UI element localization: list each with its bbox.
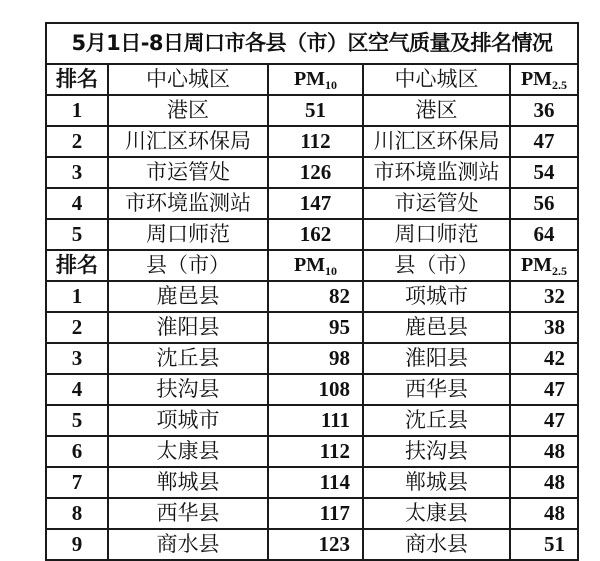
header-area-pm10: 中心城区: [108, 64, 268, 95]
pm25-station-cell: 商水县: [363, 529, 510, 560]
pm10-station-cell: 扶沟县: [108, 374, 268, 405]
header-rank: 排名: [46, 250, 108, 281]
pm25-value-cell: 47: [510, 405, 578, 436]
header-rank: 排名: [46, 64, 108, 95]
table-row: [46, 312, 578, 343]
table-row: [46, 436, 578, 467]
urban-header-row: [46, 64, 578, 95]
pm10-station-cell: 太康县: [108, 436, 268, 467]
pm25-value-cell: 36: [510, 95, 578, 126]
table-row: [46, 374, 578, 405]
table-row: [46, 126, 578, 157]
rank-cell: 2: [46, 126, 108, 157]
pm10-station-cell: 周口师范: [108, 219, 268, 250]
table-row: [46, 219, 578, 250]
rank-cell: 9: [46, 529, 108, 560]
pm10-value-cell: 114: [268, 467, 363, 498]
header-pm10: $PM_{10}$: [268, 64, 363, 95]
table-row: [46, 188, 578, 219]
pm25-value-cell: 48: [510, 436, 578, 467]
pm10-value-cell: 162: [268, 219, 363, 250]
pm25-value-cell: 38: [510, 312, 578, 343]
title-row: [46, 23, 578, 64]
pm10-station-cell: 项城市: [108, 405, 268, 436]
table-title: 5月1日-8日周口市各县（市）区空气质量及排名情况: [46, 23, 578, 64]
pm10-station-cell: 鹿邑县: [108, 281, 268, 312]
header-area-pm25: 中心城区: [363, 64, 510, 95]
pm10-station-cell: 港区: [108, 95, 268, 126]
pm25-station-cell: 周口师范: [363, 219, 510, 250]
rank-cell: 4: [46, 188, 108, 219]
pm25-value-cell: 54: [510, 157, 578, 188]
pm25-value-cell: 42: [510, 343, 578, 374]
pm10-station-cell: 西华县: [108, 498, 268, 529]
pm25-value-cell: 56: [510, 188, 578, 219]
pm25-station-cell: 淮阳县: [363, 343, 510, 374]
rank-cell: 1: [46, 281, 108, 312]
pm10-station-cell: 郸城县: [108, 467, 268, 498]
pm25-station-cell: 川汇区环保局: [363, 126, 510, 157]
air-quality-table: [45, 22, 579, 561]
pm10-station-cell: 商水县: [108, 529, 268, 560]
pm10-station-cell: 淮阳县: [108, 312, 268, 343]
table-row: [46, 343, 578, 374]
pm10-value-cell: 117: [268, 498, 363, 529]
pm25-value-cell: 48: [510, 467, 578, 498]
county-header-row: [46, 250, 578, 281]
pm25-value-cell: 51: [510, 529, 578, 560]
pm10-value-cell: 98: [268, 343, 363, 374]
pm25-value-cell: 48: [510, 498, 578, 529]
header-area-pm25: 县（市）: [363, 250, 510, 281]
pm25-value-cell: 47: [510, 374, 578, 405]
rank-cell: 7: [46, 467, 108, 498]
header-area-pm10: 县（市）: [108, 250, 268, 281]
pm10-value-cell: 51: [268, 95, 363, 126]
pm10-value-cell: 123: [268, 529, 363, 560]
table-row: [46, 467, 578, 498]
pm25-station-cell: 太康县: [363, 498, 510, 529]
rank-cell: 2: [46, 312, 108, 343]
pm10-value-cell: 112: [268, 436, 363, 467]
pm10-value-cell: 108: [268, 374, 363, 405]
header-pm10: $PM_{10}$: [268, 250, 363, 281]
rank-cell: 5: [46, 219, 108, 250]
header-pm25: $PM_{2.5}$: [510, 64, 578, 95]
pm10-value-cell: 112: [268, 126, 363, 157]
rank-cell: 3: [46, 157, 108, 188]
rank-cell: 3: [46, 343, 108, 374]
header-pm25: $PM_{2.5}$: [510, 250, 578, 281]
pm25-station-cell: 沈丘县: [363, 405, 510, 436]
pm10-station-cell: 沈丘县: [108, 343, 268, 374]
rank-cell: 6: [46, 436, 108, 467]
table-row: [46, 529, 578, 560]
table-row: [46, 498, 578, 529]
pm10-value-cell: 82: [268, 281, 363, 312]
pm25-station-cell: 鹿邑县: [363, 312, 510, 343]
pm10-value-cell: 126: [268, 157, 363, 188]
pm10-station-cell: 市运管处: [108, 157, 268, 188]
table-row: [46, 95, 578, 126]
rank-cell: 8: [46, 498, 108, 529]
table-row: [46, 405, 578, 436]
pm25-station-cell: 扶沟县: [363, 436, 510, 467]
pm25-value-cell: 64: [510, 219, 578, 250]
pm25-value-cell: 32: [510, 281, 578, 312]
table-row: [46, 157, 578, 188]
rank-cell: 1: [46, 95, 108, 126]
pm25-station-cell: 项城市: [363, 281, 510, 312]
table-row: [46, 281, 578, 312]
pm10-station-cell: 川汇区环保局: [108, 126, 268, 157]
pm25-value-cell: 47: [510, 126, 578, 157]
pm25-station-cell: 港区: [363, 95, 510, 126]
pm25-station-cell: 市运管处: [363, 188, 510, 219]
pm10-value-cell: 95: [268, 312, 363, 343]
pm10-value-cell: 111: [268, 405, 363, 436]
rank-cell: 4: [46, 374, 108, 405]
rank-cell: 5: [46, 405, 108, 436]
pm10-station-cell: 市环境监测站: [108, 188, 268, 219]
pm25-station-cell: 市环境监测站: [363, 157, 510, 188]
pm10-value-cell: 147: [268, 188, 363, 219]
pm25-station-cell: 郸城县: [363, 467, 510, 498]
pm25-station-cell: 西华县: [363, 374, 510, 405]
